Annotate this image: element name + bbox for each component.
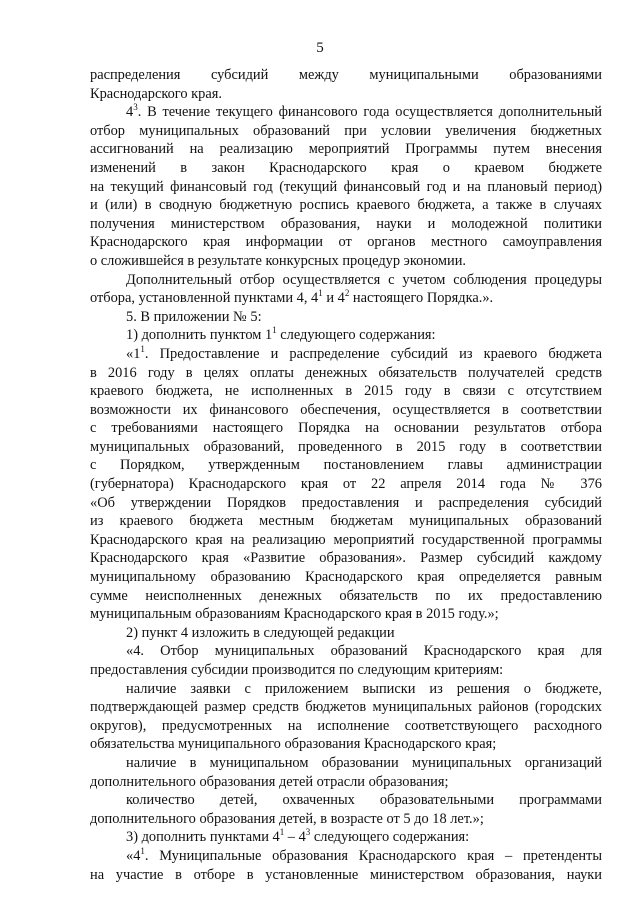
text-line: муниципальному образованию Краснодарского края определяется равным: [90, 569, 602, 586]
text-line: «$1^1$. Предоставление и распределение субсидий из краевого бюджета: [126, 343, 602, 362]
text-line: краевого бюджета, не исполненных в 2015 году в связи с отсутствием: [90, 383, 602, 400]
text-line: о сложившейся в результате конкурсных процедур экономии.: [90, 252, 467, 269]
text-line: 2) пункт 4 изложить в следующей редакции: [126, 624, 395, 641]
text-line: 1) дополнить пунктом $1^1$ следующего содержания:: [126, 325, 436, 344]
text-line: отбора, установленной пунктами 4, $4^1$ и $4^2$ настоящего Порядка.».: [90, 288, 494, 307]
text-line: (губернатора) Краснодарского края от 22 апреля 2014 года № 376: [90, 476, 602, 493]
text-line: отбор муниципальных образований при условии увеличения бюджетных: [90, 122, 602, 139]
text-line: $4^3$. В течение текущего финансового года осуществляется дополнительный: [126, 102, 602, 121]
text-line: обязательства муниципального образования Краснодарского края;: [90, 736, 497, 753]
text-line: муниципальных образований, проведенного в 2015 году в соответствии: [90, 438, 602, 455]
text-line: с Порядком, утвержденным постановлением главы администрации: [90, 457, 602, 474]
text-line: 3) дополнить пунктами $4^1 - 4^3$ следующего содержания:: [126, 827, 470, 846]
text-line: на текущий финансовый год (текущий финансовый год и на плановый период): [90, 178, 602, 195]
text-line: ассигнований на реализацию мероприятий Программы путем внесения: [90, 141, 602, 158]
text-line: Дополнительный отбор осуществляется с учетом соблюдения процедуры: [126, 271, 602, 288]
text-line: количество детей, охваченных образовательными программами: [126, 792, 602, 809]
text-line: в 2016 году в целях оплаты денежных обязательств получателей средств: [90, 364, 602, 381]
text-line: возможности их финансового обеспечения, осуществляется в соответствии: [90, 401, 602, 418]
text-line: и (или) в сводную бюджетную роспись краевого бюджета, а также в случаях: [90, 197, 602, 214]
text-line: распределения субсидий между муниципальными образованиями: [90, 67, 602, 83]
text-line: дополнительного образования детей, в возрасте от 5 до 18 лет.»;: [90, 810, 484, 827]
text-line: Краснодарского края.: [90, 85, 222, 102]
text-line: «$4^1$. Муниципальные образования Краснодарского края – претенденты: [126, 845, 602, 864]
page-number: 5: [316, 40, 324, 56]
text-line: Краснодарского края «Развитие образования». Размер субсидий каждому: [90, 550, 602, 567]
text-line: «Об утверждении Порядков предоставления и распределения субсидий: [90, 494, 602, 511]
text-line: 5. В приложении № 5:: [126, 308, 262, 325]
document-body: [90, 66, 602, 884]
text-line: на участие в отборе в установленные министерством образования, науки: [90, 866, 602, 883]
text-line: наличие заявки с приложением выписки из решения о бюджете,: [126, 680, 602, 697]
text-line: Краснодарского края на реализацию мероприятий государственной программы: [90, 531, 602, 548]
text-line: сумме неисполненных денежных обязательств по их предоставлению: [90, 587, 602, 604]
text-line: из краевого бюджета местным бюджетам муниципальных образований: [90, 513, 602, 530]
text-line: Краснодарского края информации от органов местного самоуправления: [90, 234, 602, 251]
text-line: подтверждающей размер средств бюджетов муниципальных районов (городских: [90, 699, 602, 716]
text-line: получения министерством образования, науки и молодежной политики: [90, 215, 602, 232]
text-line: дополнительного образования детей отрасли образования;: [90, 773, 449, 790]
text-line: предоставления субсидии производится по следующим критериям:: [90, 662, 504, 678]
text-line: наличие в муниципальном образовании муниципальных организаций: [126, 754, 602, 771]
text-line: округов), предусмотренных на исполнение соответствующего расходного: [90, 717, 602, 734]
text-line: с требованиями настоящего Порядка на основании результатов отбора: [90, 420, 602, 437]
text-line: муниципальным образованиям Краснодарского края в 2015 году.»;: [90, 606, 499, 623]
text-line: «4. Отбор муниципальных образований Краснодарского края для: [126, 643, 602, 660]
text-line: изменений в закон Краснодарского края о краевом бюджете: [90, 159, 602, 176]
